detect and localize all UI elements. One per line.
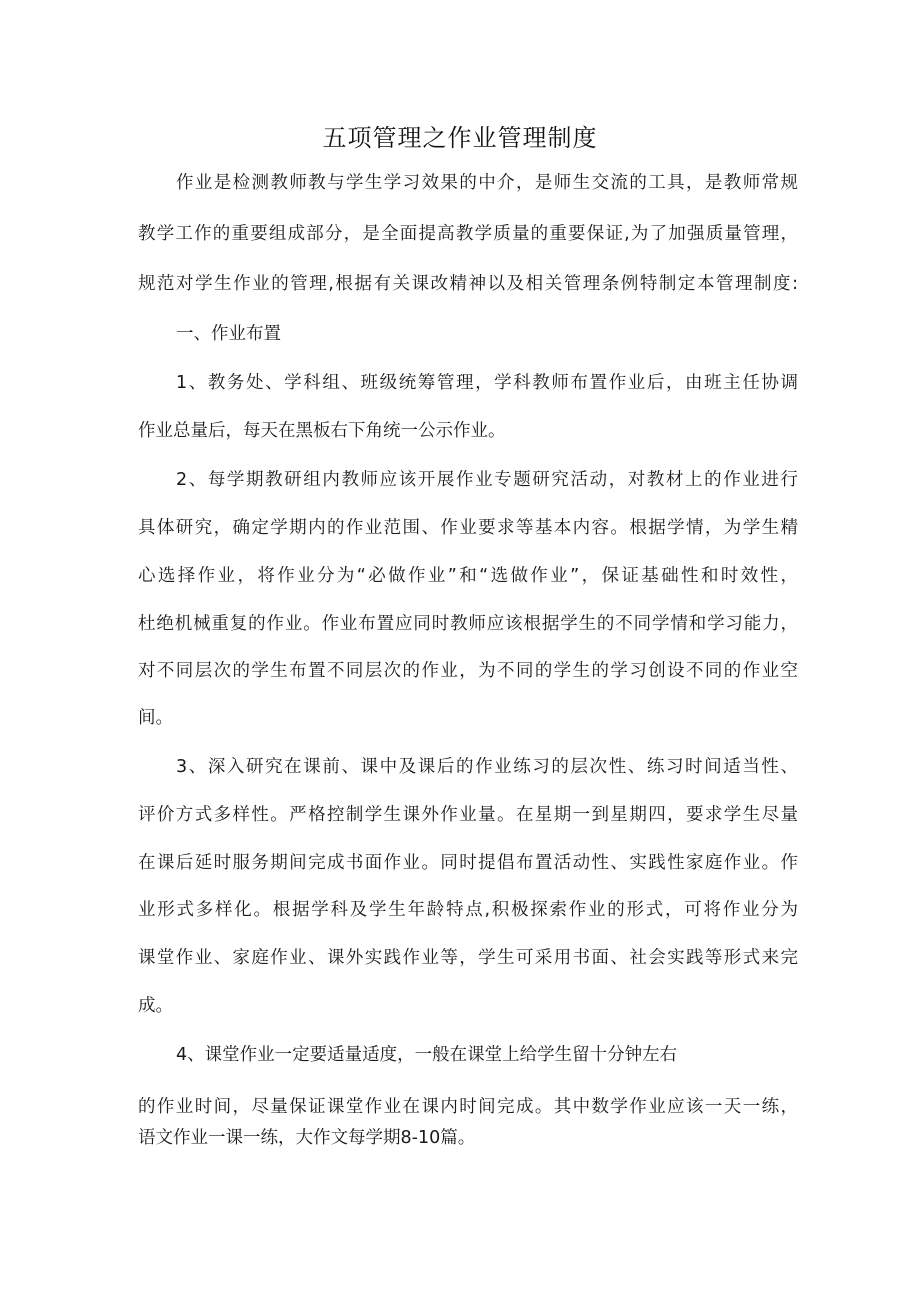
paragraph-line: 规范对学生作业的管理,根据有关课改精神以及相关管理条例特制定本管理制度:: [138, 274, 798, 294]
paragraph-line: 作业是检测教师教与学生学习效果的中介，是师生交流的工具，是教师常规: [176, 173, 798, 193]
section-heading: 一、作业布置: [176, 324, 281, 344]
document-title: 五项管理之作业管理制度: [322, 124, 598, 152]
paragraph-line: 的作业时间，尽量保证课堂作业在课内时间完成。其中数学作业应该一天一练，: [138, 1097, 798, 1117]
paragraph-line: 1、教务处、学科组、班级统筹管理，学科教师布置作业后，由班主任协调: [176, 373, 798, 393]
paragraph-line: 4、课堂作业一定要适量适度，一般在课堂上给学生留十分钟左右: [176, 1045, 678, 1065]
paragraph-line: 语文作业一课一练，大作文每学期8-10篇。: [138, 1128, 476, 1148]
paragraph-line: 作业总量后，每天在黑板右下角统一公示作业。: [138, 421, 506, 441]
paragraph-line: 间。: [138, 708, 173, 728]
paragraph-line: 教学工作的重要组成部分，是全面提高教学质量的重要保证,为了加强质量管理，: [138, 224, 798, 244]
paragraph-line: 业形式多样化。根据学科及学生年龄特点,积极探索作业的形式，可将作业分为: [138, 900, 798, 920]
paragraph-line: 成。: [138, 996, 173, 1016]
paragraph-line: 对不同层次的学生布置不同层次的作业，为不同的学生的学习创设不同的作业空: [138, 661, 798, 681]
paragraph-line: 杜绝机械重复的作业。作业布置应同时教师应该根据学生的不同学情和学习能力，: [138, 614, 798, 634]
paragraph-line: 在课后延时服务期间完成书面作业。同时提倡布置活动性、实践性家庭作业。作: [138, 853, 798, 873]
paragraph-line: 课堂作业、家庭作业、课外实践作业等，学生可采用书面、社会实践等形式来完: [138, 948, 798, 968]
paragraph-line: 3、深入研究在课前、课中及课后的作业练习的层次性、练习时间适当性、: [176, 757, 798, 777]
paragraph-line: 心选择作业，将作业分为“必做作业”和“选做作业”，保证基础性和时效性，: [138, 566, 798, 586]
paragraph-line: 具体研究，确定学期内的作业范围、作业要求等基本内容。根据学情，为学生精: [138, 518, 798, 538]
paragraph-line: 评价方式多样性。严格控制学生课外作业量。在星期一到星期四，要求学生尽量: [138, 805, 798, 825]
paragraph-line: 2、每学期教研组内教师应该开展作业专题研究活动，对教材上的作业进行: [176, 470, 798, 490]
